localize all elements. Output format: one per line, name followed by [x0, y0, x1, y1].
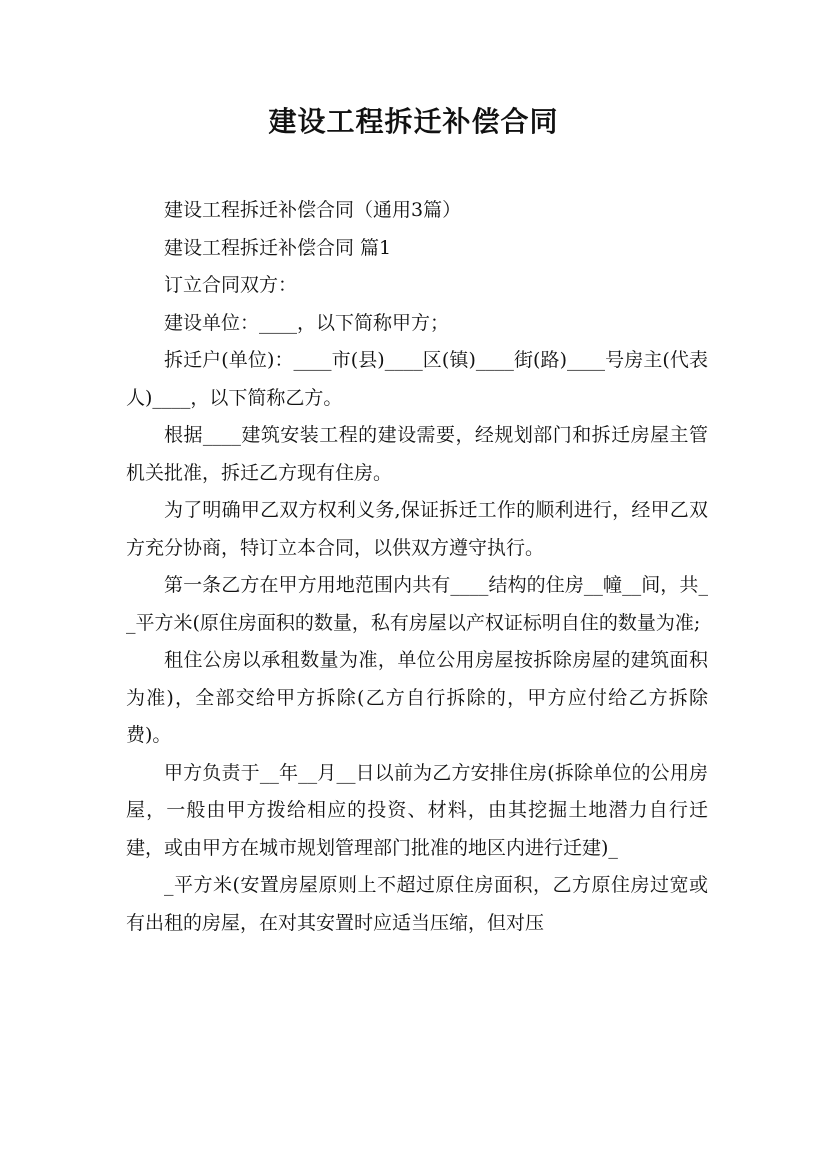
paragraph: 甲方负责于__年__月__日以前为乙方安排住房(拆除单位的公用房屋，一般由甲方拨给相应的投资、材料，由其挖掘土地潜力自行迁建，或由甲方在城市规划管理部门批准的地区内进行迁建)_ — [126, 761, 708, 859]
paragraph: 第一条乙方在甲方用地范围内共有____结构的住房__幢__间，共__平方米(原住房面积的数量，私有房屋以产权证标明自住的数量为准; — [126, 574, 708, 634]
paragraph: 根据____建筑安装工程的建设需要，经规划部门和拆迁房屋主管机关批准，拆迁乙方现有住房。 — [126, 424, 708, 484]
paragraph: 为了明确甲乙双方权利义务,保证拆迁工作的顺利进行，经甲乙双方充分协商，特订立本合同，以供双方遵守执行。 — [126, 499, 708, 559]
paragraph: 建设工程拆迁补偿合同 篇1 — [164, 236, 392, 259]
paragraph: 拆迁户(单位)：____市(县)____区(镇)____街(路)____号房主(代表人)____，以下简称乙方。 — [126, 349, 708, 409]
paragraph: _平方米(安置房屋原则上不超过原住房面积，乙方原住房过宽或有出租的房屋，在对其安置时应适当压缩，但对压 — [126, 874, 708, 934]
paragraph: 建设单位：____，以下简称甲方； — [164, 311, 450, 334]
paragraph: 订立合同双方： — [164, 274, 298, 296]
paragraph: 租住公房以承租数量为准，单位公用房屋按拆除房屋的建筑面积为准)，全部交给甲方拆除(乙方自行拆除的，甲方应付给乙方拆除费)。 — [126, 649, 708, 746]
document-body — [126, 192, 708, 942]
document-title: 建设工程拆迁补偿合同 — [268, 105, 559, 138]
paragraph: 建设工程拆迁补偿合同（通用3篇） — [164, 199, 462, 221]
